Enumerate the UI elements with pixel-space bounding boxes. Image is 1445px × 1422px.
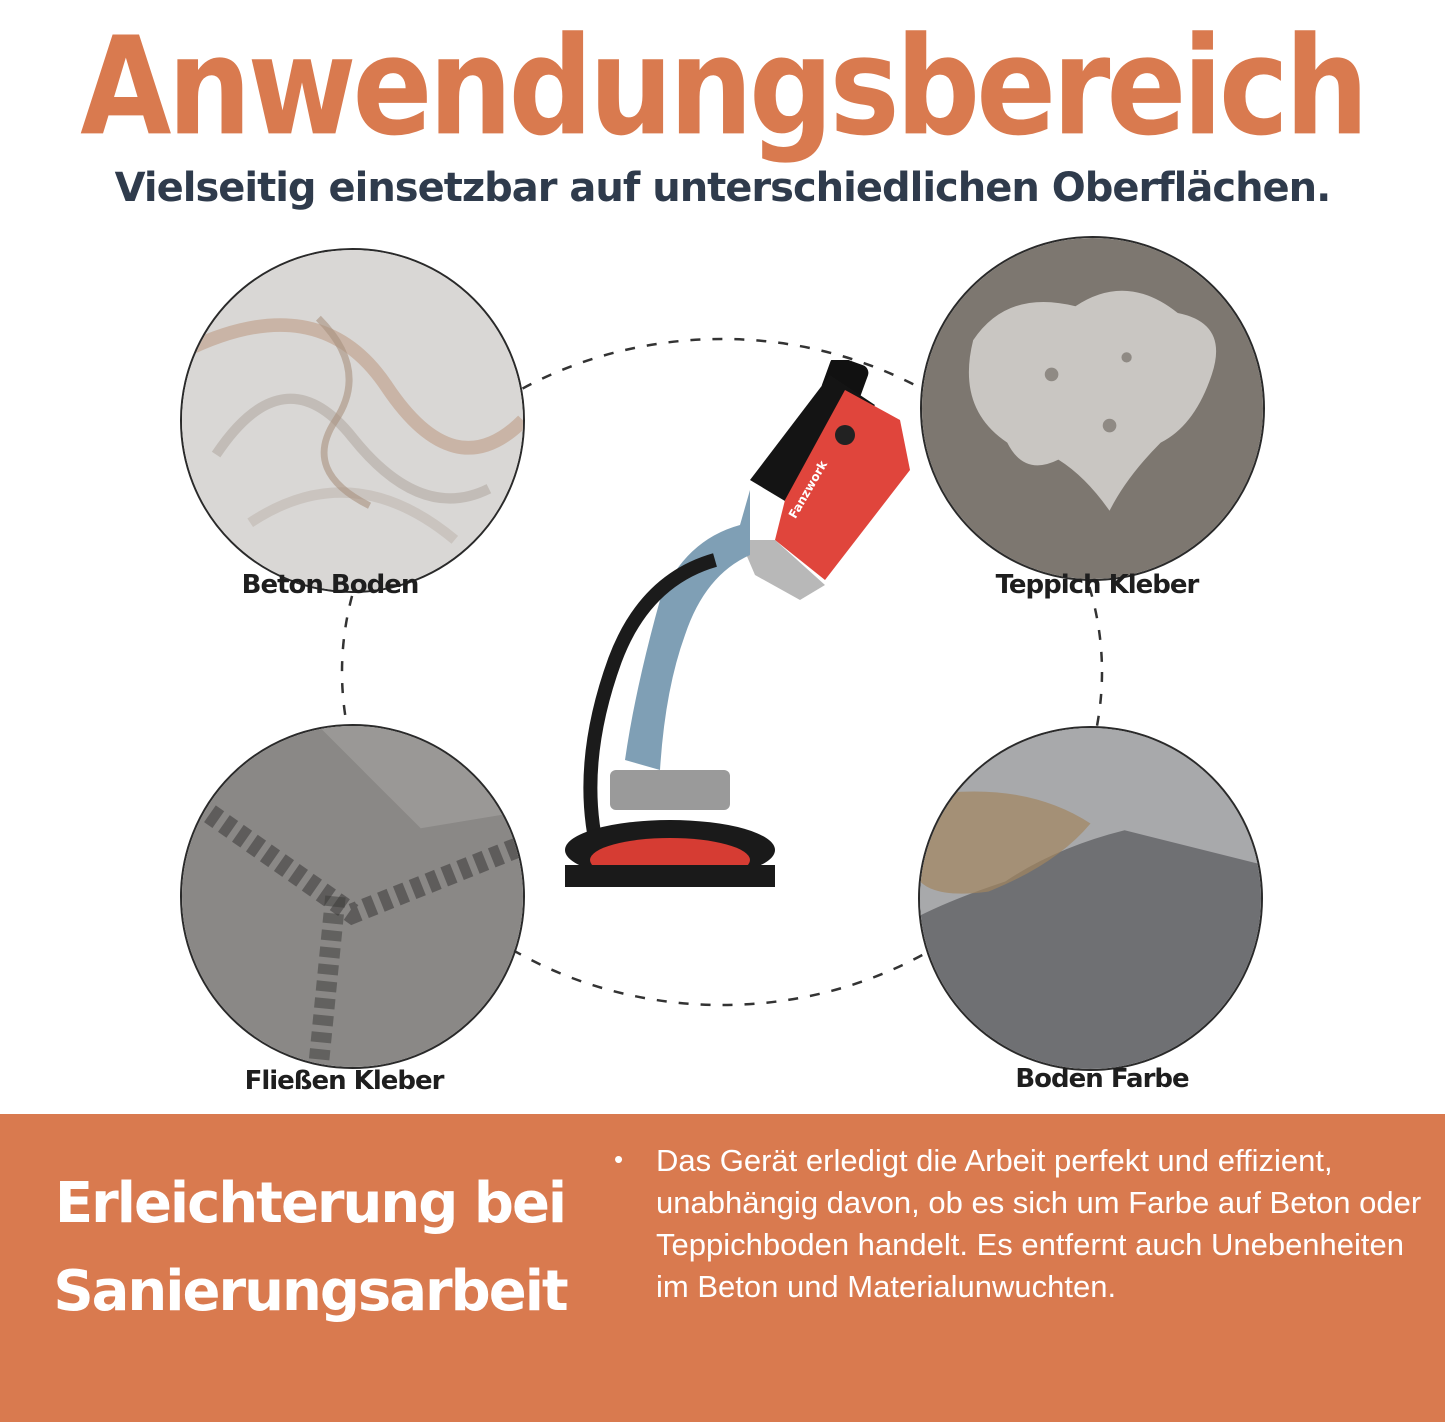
floor-paint-image — [918, 726, 1263, 1071]
brand-logo: Fanzwork — [785, 458, 831, 521]
footer-title-line1: Erleichterung bei — [54, 1171, 566, 1236]
surface-label-beton-boden: Beton Boden — [241, 570, 419, 600]
surface-label-boden-farbe: Boden Farbe — [1015, 1064, 1189, 1094]
footer-title-line2: Sanierungsarbeit — [53, 1259, 567, 1324]
surface-label-teppich-kleber: Teppich Kleber — [995, 570, 1199, 600]
page-title: Anwendungsbereich — [80, 6, 1365, 166]
concrete-floor-image — [180, 248, 525, 593]
bullet-icon: • — [614, 1144, 624, 1174]
floor-grinder-image — [555, 360, 935, 905]
footer-description: Das Gerät erledigt die Arbeit perfekt und effizient, unabhängig davon, ob es sich um Farbe auf Beton oder Teppichboden handelt. Es entfernt auch Unebenheiten im Beton und Materialunwuchten. — [656, 1143, 1422, 1304]
carpet-adhesive-image — [920, 236, 1265, 581]
tile-adhesive-image — [180, 724, 525, 1069]
page-subtitle: Vielseitig einsetzbar auf unterschiedlichen Oberflächen. — [114, 165, 1331, 211]
surface-label-fliessen-kleber: Fließen Kleber — [244, 1066, 444, 1096]
footer-title — [20, 1160, 600, 1336]
